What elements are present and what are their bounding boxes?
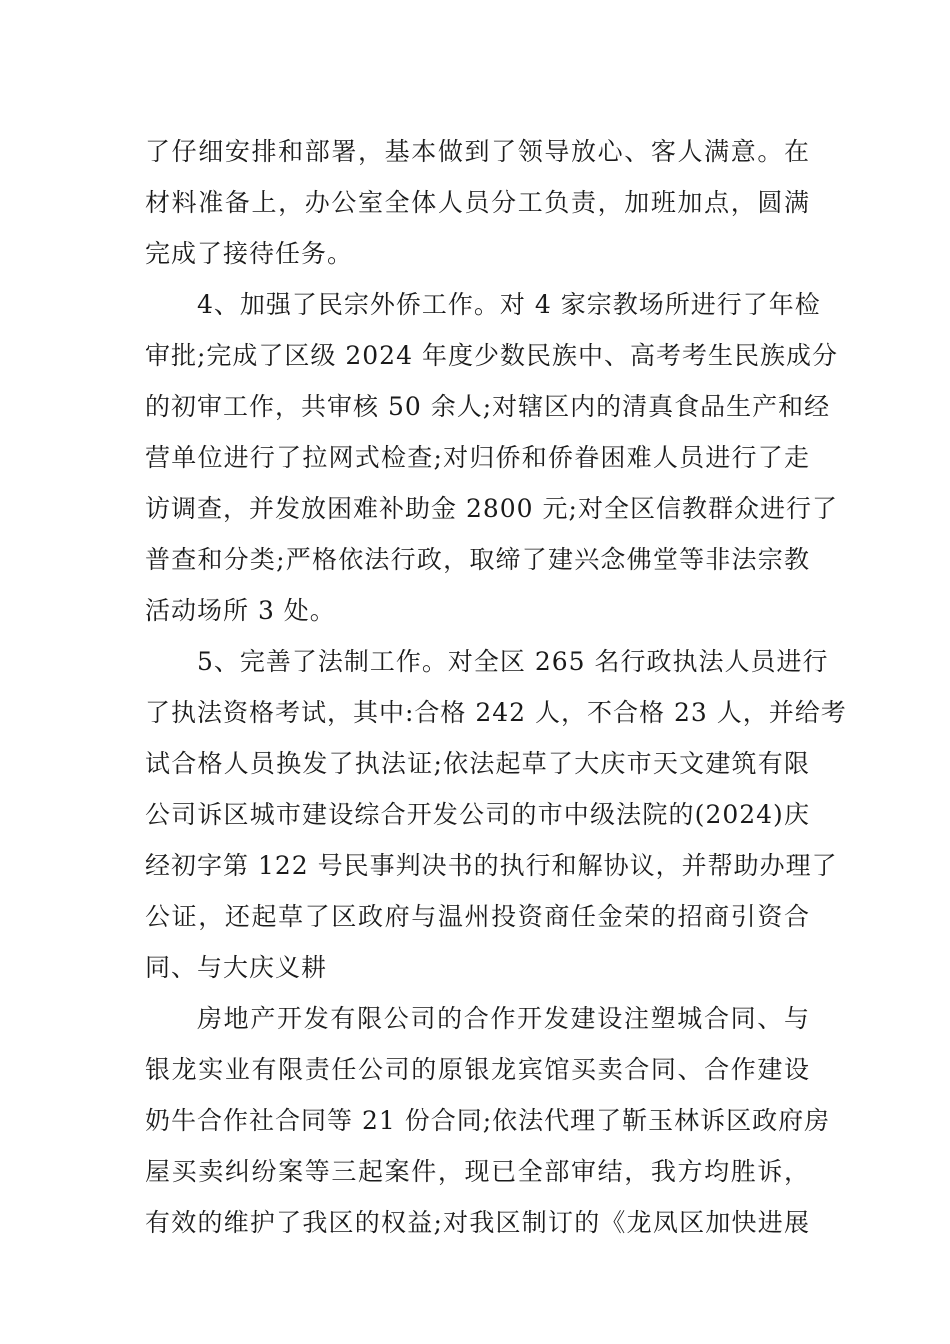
text-line: 了执法资格考试，其中:合格 242 人，不合格 23 人，并给考 — [145, 698, 847, 727]
document-body — [145, 126, 847, 1248]
text-line: 奶牛合作社合同等 21 份合同;依法代理了靳玉林诉区政府房 — [145, 1106, 831, 1135]
paragraph-start-line: 房地产开发有限公司的合作开发建设注塑城合同、与 — [197, 1004, 810, 1033]
text-line: 试合格人员换发了执法证;依法起草了大庆市天文建筑有限 — [145, 749, 810, 778]
text-line: 屋买卖纠纷案等三起案件，现已全部审结，我方均胜诉， — [145, 1157, 810, 1186]
text-line: 访调查，并发放困难补助金 2800 元;对全区信教群众进行了 — [145, 494, 838, 523]
paragraph-start-line: 4、加强了民宗外侨工作。对 4 家宗教场所进行了年检 — [197, 290, 821, 319]
text-line: 经初字第 122 号民事判决书的执行和解协议，并帮助办理了 — [145, 851, 838, 880]
paragraph-start-line: 5、完善了法制工作。对全区 265 名行政执法人员进行 — [197, 647, 829, 676]
text-line: 完成了接待任务。 — [145, 239, 354, 268]
text-line: 普查和分类;严格依法行政，取缔了建兴念佛堂等非法宗教 — [145, 545, 810, 574]
text-line: 公司诉区城市建设综合开发公司的市中级法院的(2024)庆 — [145, 800, 810, 829]
text-line: 营单位进行了拉网式检查;对归侨和侨眷困难人员进行了走 — [145, 443, 810, 472]
text-line: 审批;完成了区级 2024 年度少数民族中、高考考生民族成分 — [145, 341, 838, 370]
text-line: 银龙实业有限责任公司的原银龙宾馆买卖合同、合作建设 — [145, 1055, 810, 1084]
text-line: 有效的维护了我区的权益;对我区制订的《龙凤区加快进展 — [145, 1208, 810, 1237]
text-line: 同、与大庆义耕 — [145, 953, 328, 982]
text-line: 材料准备上，办公室全体人员分工负责，加班加点，圆满 — [145, 188, 810, 217]
text-line: 活动场所 3 处。 — [145, 596, 336, 625]
text-line: 公证，还起草了区政府与温州投资商任金荣的招商引资合 — [145, 902, 810, 931]
text-line: 了仔细安排和部署，基本做到了领导放心、客人满意。在 — [145, 137, 810, 166]
text-line: 的初审工作，共审核 50 余人;对辖区内的清真食品生产和经 — [145, 392, 831, 421]
